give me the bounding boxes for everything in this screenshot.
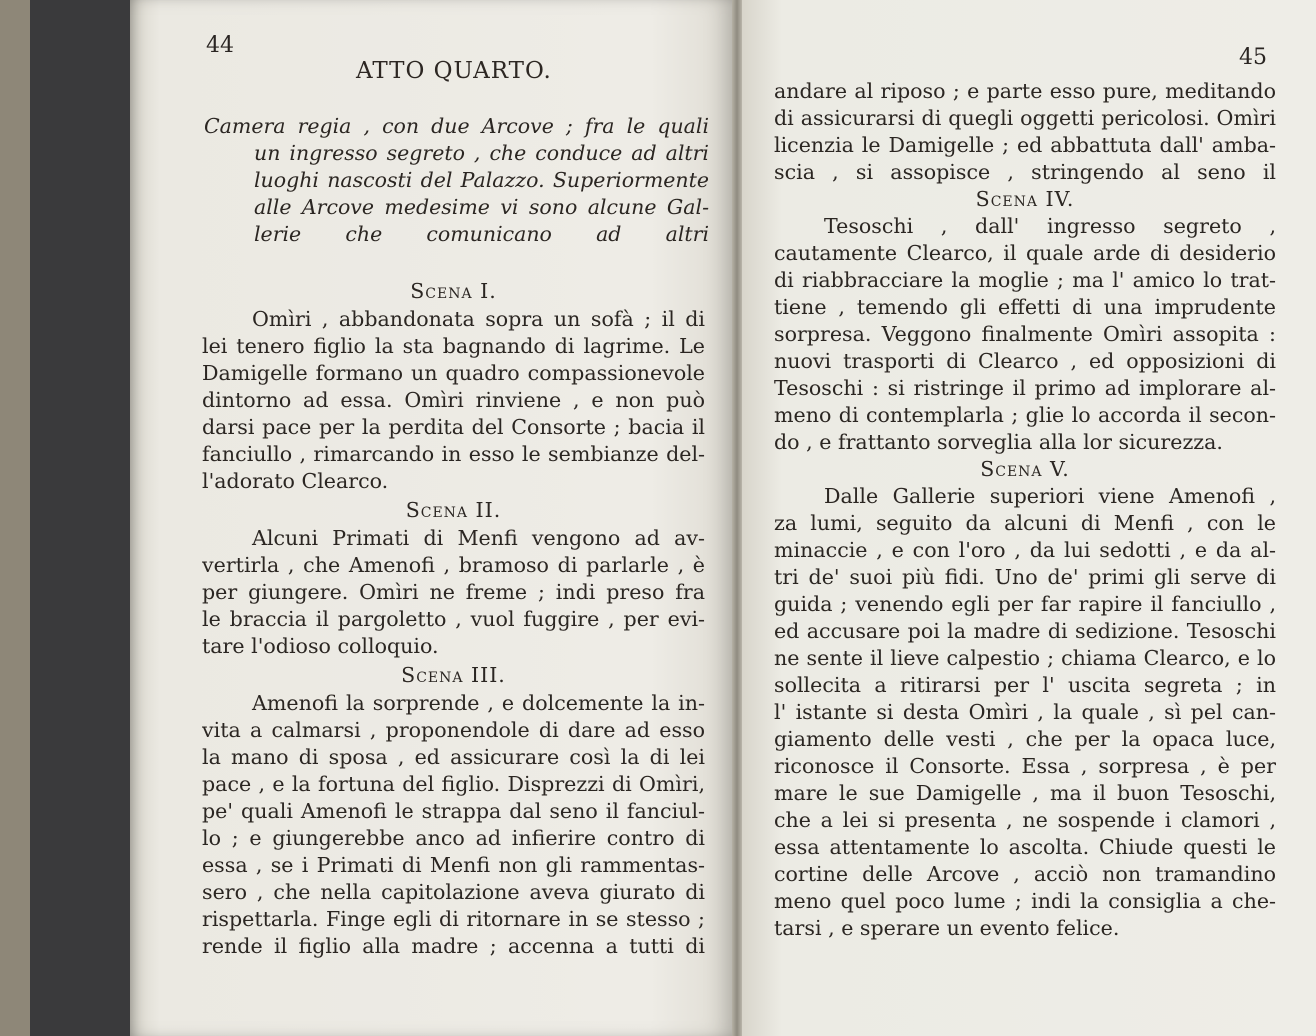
left-page bbox=[130, 0, 736, 1036]
text-line: Tesoschi : si ristringe il primo ad implorare al- bbox=[774, 376, 1276, 400]
stage-line: luoghi nascosti del Palazzo. Superiormente bbox=[254, 168, 709, 192]
text-line: pace , e la fortuna del figlio. Disprezzi di Omìri, bbox=[202, 772, 705, 796]
text-line: Tesoschi , dall' ingresso segreto , bbox=[824, 214, 1276, 238]
text-line: cautamente Clearco, il quale arde di desiderio bbox=[774, 241, 1276, 265]
text-line: Dalle Gallerie superiori viene Amenofi , bbox=[824, 484, 1276, 508]
text-line: mare le sue Damigelle , ma il buon Tesoschi, bbox=[774, 781, 1276, 805]
text-line: lei tenero figlio la sta bagnando di lagrime. Le bbox=[202, 334, 705, 358]
text-line: fanciullo , rimarcando in esso le sembianze del- bbox=[202, 442, 705, 466]
right-page bbox=[742, 0, 1316, 1036]
text-line: rende il figlio alla madre ; accenna a tutti di bbox=[202, 934, 705, 958]
text-line: lo ; e giungerebbe anco ad infierire contro di bbox=[202, 826, 705, 850]
book-cover-shadow bbox=[30, 0, 130, 1036]
text-line: Damigelle formano un quadro compassionevole bbox=[202, 361, 705, 385]
text-line: Alcuni Primati di Menfi vengono ad av- bbox=[252, 526, 705, 550]
page-number-left: 44 bbox=[206, 33, 234, 58]
text-line: cortine delle Arcove , acciò non tramandino bbox=[774, 862, 1276, 886]
text-line: nuovi trasporti di Clearco , ed opposizioni di bbox=[774, 349, 1276, 373]
stage-line: alle Arcove medesime vi sono alcune Gal- bbox=[254, 195, 709, 219]
text-line: Omìri , abbandonata sopra un sofà ; il di bbox=[252, 307, 705, 331]
text-line: do , e frattanto sorveglia alla lor sicurezza. bbox=[774, 430, 1223, 454]
left-body bbox=[202, 276, 705, 960]
text-line: l' istante si desta Omìri , la quale , sì pel can- bbox=[774, 700, 1276, 724]
text-line: meno di contemplarla ; glie lo accorda il secon- bbox=[774, 403, 1276, 427]
text-line: scia , si assopisce , stringendo al seno il bbox=[774, 160, 1276, 184]
scene-heading-3: Scena III. bbox=[401, 663, 506, 687]
text-line: minaccie , e con l'oro , da lui sedotti , e da al- bbox=[774, 538, 1276, 562]
scene-heading-2: Scena II. bbox=[405, 498, 502, 522]
text-line: tri de' suoi più fidi. Uno de' primi gli serve di bbox=[774, 565, 1276, 589]
text-line: ne sente il lieve calpestio ; chiama Clearco, e lo bbox=[774, 646, 1276, 670]
text-line: vita a calmarsi , proponendole di dare ad esso bbox=[202, 718, 705, 742]
text-line: giamento delle vesti , che per la opaca luce, bbox=[774, 727, 1276, 751]
book-edge bbox=[0, 0, 30, 1036]
text-line: essa attentamente lo ascolta. Chiude questi le bbox=[774, 835, 1276, 859]
text-line: tarsi , e sperare un evento felice. bbox=[774, 916, 1120, 940]
text-line: dintorno ad essa. Omìri rinviene , e non può bbox=[202, 388, 705, 412]
text-line: darsi pace per la perdita del Consorte ; bacia il bbox=[202, 415, 705, 439]
text-line: sero , che nella capitolazione aveva giurato di bbox=[202, 880, 705, 904]
text-line: le braccia il pargoletto , vuol fuggire , per evi- bbox=[202, 607, 705, 631]
scene-heading-1: Scena I. bbox=[410, 279, 497, 303]
right-body bbox=[774, 78, 1276, 942]
text-line: andare al riposo ; e parte esso pure, meditando bbox=[774, 79, 1276, 103]
stage-line: lerie che comunicano ad altri bbox=[254, 222, 709, 246]
page-number-right: 45 bbox=[1239, 45, 1267, 70]
text-line: di riabbracciare la moglie ; ma l' amico lo trat- bbox=[774, 268, 1276, 292]
text-line: za lumi, seguito da alcuni di Menfi , con le bbox=[774, 511, 1276, 535]
scene-heading-4: Scena IV. bbox=[975, 187, 1075, 211]
text-line: sorpresa. Veggono finalmente Omìri assopita : bbox=[774, 322, 1276, 346]
text-line: sollecita a ritirarsi per l' uscita segreta ; in bbox=[774, 673, 1276, 697]
running-head: ATTO QUARTO. bbox=[356, 58, 552, 84]
scene-heading-5: Scena V. bbox=[980, 457, 1070, 481]
text-line: riconosce il Consorte. Essa , sorpresa , è per bbox=[774, 754, 1276, 778]
text-line: meno quel poco lume ; indi la consiglia a che- bbox=[774, 889, 1276, 913]
text-line: rispettarla. Finge egli di ritornare in se stesso ; bbox=[202, 907, 705, 931]
book-gutter bbox=[732, 0, 742, 1036]
text-line: l'adorato Clearco. bbox=[202, 469, 389, 493]
text-line: guida ; venendo egli per far rapire il fanciullo , bbox=[774, 592, 1276, 616]
text-line: tare l'odioso colloquio. bbox=[202, 634, 439, 658]
text-line: Amenofi la sorprende , e dolcemente la in- bbox=[252, 691, 705, 715]
text-line: ed accusare poi la madre di sedizione. Tesoschi bbox=[774, 619, 1276, 643]
text-line: che a lei si presenta , ne sospende i clamori , bbox=[774, 808, 1276, 832]
text-line: vertirla , che Amenofi , bramoso di parlarle , è bbox=[202, 553, 705, 577]
stage-direction bbox=[204, 112, 709, 247]
text-line: licenzia le Damigelle ; ed abbattuta dall' amba- bbox=[774, 133, 1276, 157]
stage-line: Camera regia , con due Arcove ; fra le quali bbox=[204, 114, 709, 138]
text-line: tiene , temendo gli effetti di una imprudente bbox=[774, 295, 1276, 319]
stage-line: un ingresso segreto , che conduce ad altri bbox=[254, 141, 709, 165]
text-line: pe' quali Amenofi le strappa dal seno il fanciul- bbox=[202, 799, 705, 823]
text-line: essa , se i Primati di Menfi non gli rammentas- bbox=[202, 853, 705, 877]
text-line: la mano di sposa , ed assicurare così la di lei bbox=[202, 745, 705, 769]
text-line: per giungere. Omìri ne freme ; indi preso fra bbox=[202, 580, 705, 604]
text-line: di assicurarsi di quegli oggetti pericolosi. Omìri bbox=[774, 106, 1276, 130]
